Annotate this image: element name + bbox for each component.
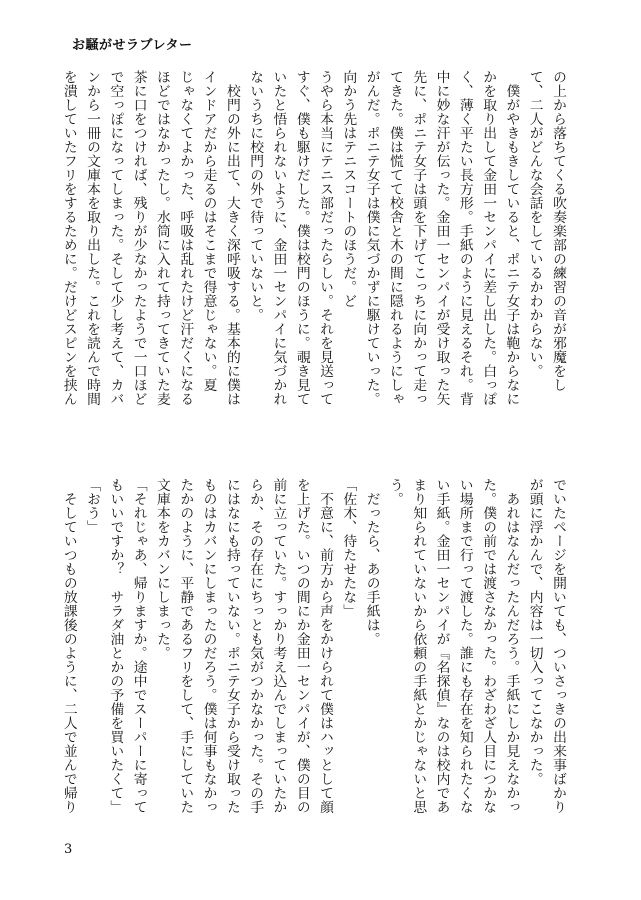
vertical-text-block-bottom bbox=[60, 478, 569, 818]
text-line: て、二人がどんな会話をしているかわからない。 bbox=[526, 70, 543, 378]
text-line: 僕がやきもきしていると、ポニテ女子は鞄からなに bbox=[503, 70, 520, 406]
text-line: 「佐木、待たせたな」 bbox=[340, 478, 357, 618]
text-line: たかのように、平静であるフリをして、手にしていた bbox=[177, 478, 194, 814]
text-line: を上げた。いつの間にか金田一センパイが、僕の目の bbox=[293, 478, 310, 814]
text-line: だったら、あの手紙は。 bbox=[363, 478, 380, 646]
text-line: ものはカバンにしまったのだろう。僕は何事もなかっ bbox=[200, 478, 217, 814]
text-line: の上から落ちてくる吹奏楽部の練習の音が邪魔をし bbox=[550, 70, 566, 392]
text-line: ないうちに校門の外で待っていないと。 bbox=[247, 70, 264, 322]
text-line: ほどではなかったし。水筒に入れて持ってきていた麦 bbox=[153, 70, 170, 406]
text-line: らか、その存在にちっとも気がつかなかった。その手 bbox=[247, 478, 264, 814]
text-line: 「それじゃあ、帰りますか。途中でスーパーに寄って bbox=[130, 478, 147, 814]
text-line: た。僕の前では渡さなかった。わざわざ人目につかな bbox=[480, 478, 497, 814]
text-line: がんだ。ポニテ女子は僕に気づかずに駆けていった。 bbox=[363, 70, 380, 406]
text-line: い手紙。金田一センパイが『名探偵』なのは校内であ bbox=[433, 478, 450, 814]
text-line: インドアだから走るのはそこまで得意じゃない。夏 bbox=[200, 70, 217, 392]
text-line: にはなにも持っていない。ポニテ女子から受け取った bbox=[223, 478, 240, 814]
text-line: 「おう」 bbox=[84, 478, 101, 534]
vertical-text-block-top bbox=[60, 70, 569, 410]
text-line: もいいですか？ サラダ油とかの予備を買いたくて」 bbox=[107, 478, 124, 814]
text-line: いたと悟られないように、金田一センパイに気づかれ bbox=[270, 70, 287, 406]
running-header-title: お騒がせラブレター bbox=[72, 38, 193, 53]
text-line: で空っぽになってしまった。そして少し考えて、カバ bbox=[107, 70, 124, 406]
text-line: 校門の外に出て、大きく深呼吸する。基本的に僕は bbox=[223, 70, 240, 406]
text-line: く、薄く平たい長方形。手紙のように見えるそれ。背 bbox=[456, 70, 473, 406]
text-line: い場所まで行って渡した。誰にも存在を知られたくな bbox=[456, 478, 473, 814]
text-line: じゃなくてよかった、呼吸は乱れたけど汗だくになる bbox=[177, 70, 194, 406]
text-line: 茶に口をつければ、残りが少なかったようで一口ほど bbox=[130, 70, 147, 406]
text-line: 文庫本をカバンにしまった。 bbox=[153, 478, 170, 660]
text-line: そしていつもの放課後のように、二人で並んで帰り bbox=[60, 478, 77, 814]
text-line: すぐ、僕も駆けだした。僕は校門のほうに。覗き見て bbox=[293, 70, 310, 406]
text-line: でいたページを開いても、ついさっきの出来事ばかり bbox=[550, 478, 566, 814]
text-line: 前に立っていた。すっかり考え込んでしまっていたか bbox=[270, 478, 287, 814]
text-line: てきた。僕は慌てて校舎と木の間に隠れるようにしゃ bbox=[386, 70, 403, 406]
text-line: を潰していたフリをするために。だけどスピンを挟ん bbox=[60, 70, 77, 406]
text-line: うやら本当にテニス部だったらしい。それを見送って bbox=[317, 70, 334, 406]
text-line: 向かう先はテニスコートのほうだ。ど bbox=[340, 70, 357, 308]
text-line: 不意に、前方から声をかけられて僕はハッとして顔 bbox=[317, 478, 334, 814]
text-line: 先に、ポニテ女子は頭を下げてこっちに向かって走っ bbox=[410, 70, 427, 406]
text-line: かを取り出して金田一センパイに差し出した。白っぽ bbox=[480, 70, 497, 406]
text-line: ンから一冊の文庫本を取り出した。これを読んで時間 bbox=[84, 70, 101, 406]
text-line: あれはなんだったんだろう。手紙にしか見えなかっ bbox=[503, 478, 520, 814]
text-line: う。 bbox=[386, 478, 403, 506]
page-number: 3 bbox=[64, 842, 73, 857]
text-line: が頭に浮かんで、内容は一切入ってこなかった。 bbox=[526, 478, 543, 786]
text-line: 中に妙な汗が伝った。金田一センパイが受け取った矢 bbox=[433, 70, 450, 406]
text-line: まり知られていないから依頼の手紙とかじゃないと思 bbox=[410, 478, 427, 814]
